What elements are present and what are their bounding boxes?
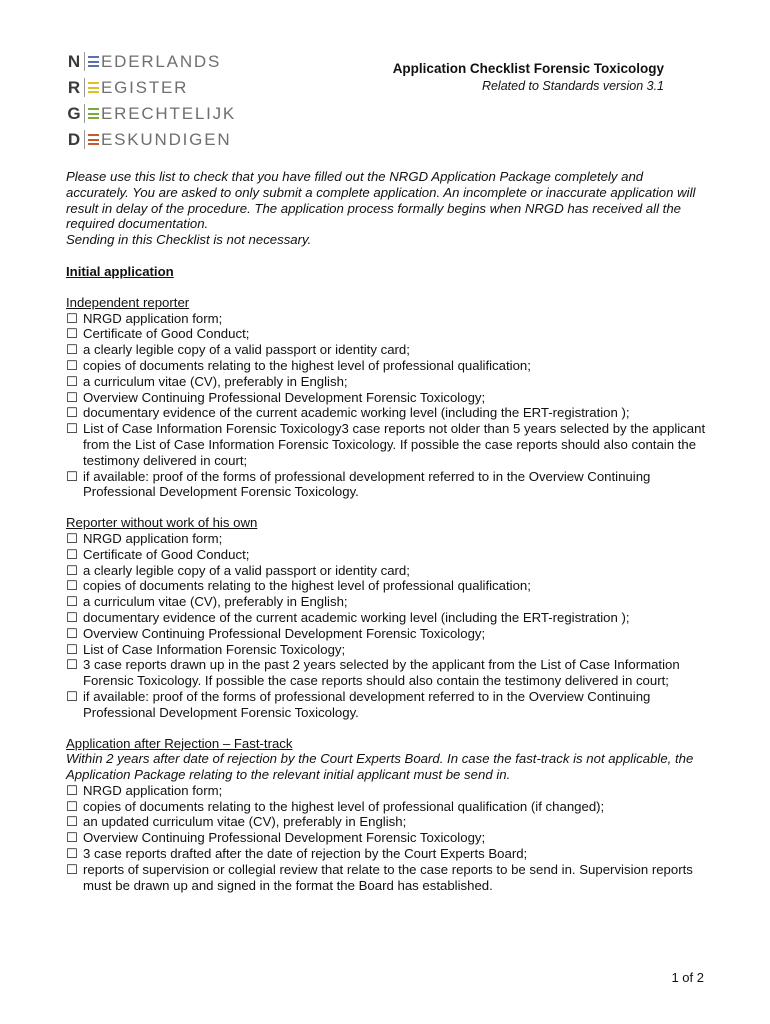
checklist-item-text: List of Case Information Forensic Toxicology;: [83, 641, 346, 657]
checkbox-icon[interactable]: ☐: [66, 562, 78, 578]
document-title: Application Checklist Forensic Toxicology: [392, 61, 664, 76]
group-title: Independent reporter: [66, 294, 190, 310]
checkbox-icon[interactable]: ☐: [66, 421, 78, 437]
logo-bars-icon: [88, 134, 99, 145]
checkbox-icon[interactable]: ☐: [66, 625, 78, 641]
group-note: Within 2 years after date of rejection by the Court Experts Board. In case the fast-track is not applicable, the Application Package relating to the relevant initial applicant must be send in.: [66, 751, 694, 783]
checklist-item: [66, 846, 706, 862]
document-body: [66, 169, 706, 893]
checklist-item: [66, 862, 706, 894]
checkbox-icon[interactable]: ☐: [66, 389, 78, 405]
checklist-item-text: 3 case reports drawn up in the past 2 years selected by the applicant from the List of Case Information Forensic Toxicology. If possible the case reports should also contain the testimony delivered in court;: [83, 657, 680, 689]
logo-bars-icon: [88, 108, 99, 119]
checklist-item-text: reports of supervision or collegial review that relate to the case reports to be send in. Supervision reports must be drawn up and signed in the format the Board has established.: [83, 861, 693, 893]
checkbox-icon[interactable]: ☐: [66, 357, 78, 373]
intro-text: Please use this list to check that you have filled out the NRGD Application Package completely and accurately. You are asked to only submit a complete application. An incomplete or inaccurate application will result in delay of the procedure. The application process formally begins when NRGD has received all the required documentation.: [66, 169, 696, 232]
logo-row: [67, 128, 236, 151]
logo-initial: R: [67, 77, 81, 97]
checklist-item: [66, 610, 706, 626]
checklist-item-text: Certificate of Good Conduct;: [83, 326, 250, 342]
checklist-item-text: if available: proof of the forms of professional development referred to in the Overview Continuing Professional Development Forensic Toxicology.: [83, 688, 651, 720]
checkbox-icon[interactable]: ☐: [66, 530, 78, 546]
checklist-item-text: Certificate of Good Conduct;: [83, 546, 250, 562]
checklist-item-text: List of Case Information Forensic Toxicology3 case reports not older than 5 years selected by the applicant from the List of Case Information Forensic Toxicology. If possible the case reports should also contain the testimony delivered in court;: [83, 421, 706, 468]
checklist-item-text: copies of documents relating to the highest level of professional qualification;: [83, 357, 531, 373]
checkbox-icon[interactable]: ☐: [66, 814, 78, 830]
logo-word: EDERLANDS: [101, 51, 222, 71]
checklist-item-text: Overview Continuing Professional Development Forensic Toxicology;: [83, 625, 486, 641]
checklist-item: [66, 469, 706, 501]
checklist-item-text: Overview Continuing Professional Development Forensic Toxicology;: [83, 389, 486, 405]
logo-initial: N: [67, 51, 81, 71]
checklist-item: [66, 563, 706, 579]
logo-divider: [84, 130, 85, 149]
checklist-item: [66, 578, 706, 594]
checkbox-icon[interactable]: ☐: [66, 641, 78, 657]
checklist-item-text: an updated curriculum vitae (CV), preferably in English;: [83, 814, 407, 830]
checklist-item: [66, 358, 706, 374]
checklist-item: [66, 374, 706, 390]
checkbox-icon[interactable]: ☐: [66, 405, 78, 421]
checklist-item-text: 3 case reports drafted after the date of rejection by the Court Experts Board;: [83, 846, 528, 862]
logo-word: ESKUNDIGEN: [101, 129, 232, 149]
checklist-item-text: NRGD application form;: [83, 782, 223, 798]
logo-word: ERECHTELIJK: [101, 103, 237, 123]
group-title: Reporter without work of his own: [66, 515, 258, 531]
checklist-item: [66, 783, 706, 799]
checklist-item-text: a clearly legible copy of a valid passport or identity card;: [83, 342, 410, 358]
checklist-item-text: NRGD application form;: [83, 530, 223, 546]
checkbox-icon[interactable]: ☐: [66, 310, 78, 326]
logo-row: [67, 50, 236, 73]
checklist-item: [66, 657, 706, 689]
group-title: Application after Rejection – Fast-track: [66, 735, 293, 751]
checklist-item: [66, 814, 706, 830]
checkbox-icon[interactable]: ☐: [66, 326, 78, 342]
logo-initial: D: [67, 129, 81, 149]
checklist-item: [66, 326, 706, 342]
checklist-item-text: copies of documents relating to the highest level of professional qualification;: [83, 578, 531, 594]
checkbox-icon[interactable]: ☐: [66, 830, 78, 846]
logo-row: [67, 102, 236, 125]
logo-divider: [84, 104, 85, 123]
checklist-item: [66, 547, 706, 563]
checklist-groups: [66, 295, 706, 894]
checkbox-icon[interactable]: ☐: [66, 342, 78, 358]
checklist-item-text: Overview Continuing Professional Development Forensic Toxicology;: [83, 830, 486, 846]
intro-note: Sending in this Checklist is not necessary.: [66, 232, 312, 248]
checkbox-icon[interactable]: ☐: [66, 861, 78, 877]
checklist-item: [66, 626, 706, 642]
checklist-item: [66, 830, 706, 846]
checkbox-icon[interactable]: ☐: [66, 578, 78, 594]
checklist-item-text: documentary evidence of the current academic working level (including the ERT-registration );: [83, 405, 630, 421]
checkbox-icon[interactable]: ☐: [66, 657, 78, 673]
document-header: [393, 61, 664, 93]
checklist-item-text: NRGD application form;: [83, 310, 223, 326]
section-title: Initial application: [66, 263, 174, 279]
checkbox-icon[interactable]: ☐: [66, 373, 78, 389]
checklist-item: [66, 799, 706, 815]
checklist-item: [66, 390, 706, 406]
checkbox-icon[interactable]: ☐: [66, 798, 78, 814]
checklist-item-text: if available: proof of the forms of professional development referred to in the Overview Continuing Professional Development Forensic Toxicology.: [83, 468, 651, 500]
logo-bars-icon: [88, 82, 99, 93]
checkbox-icon[interactable]: ☐: [66, 846, 78, 862]
logo-initial: G: [67, 103, 81, 123]
checklist-item: [66, 594, 706, 610]
checklist-item: [66, 311, 706, 327]
checklist-item: [66, 342, 706, 358]
logo-word: EGISTER: [101, 77, 189, 97]
checkbox-icon[interactable]: ☐: [66, 609, 78, 625]
nrgd-logo: [67, 50, 236, 154]
document-subtitle: Related to Standards version 3.1: [481, 79, 664, 93]
logo-divider: [84, 78, 85, 97]
checkbox-icon[interactable]: ☐: [66, 688, 78, 704]
checkbox-icon[interactable]: ☐: [66, 782, 78, 798]
checklist-item-text: copies of documents relating to the highest level of professional qualification (if changed);: [83, 798, 605, 814]
checklist-item: [66, 642, 706, 658]
checklist-item: [66, 421, 706, 468]
checklist-item: [66, 531, 706, 547]
logo-row: [67, 76, 236, 99]
intro-paragraph: [66, 169, 706, 248]
checklist-item: [66, 689, 706, 721]
checklist-item-text: a curriculum vitae (CV), preferably in English;: [83, 373, 348, 389]
checkbox-icon[interactable]: ☐: [66, 546, 78, 562]
logo-bars-icon: [88, 56, 99, 67]
checklist-item-text: documentary evidence of the current academic working level (including the ERT-registration );: [83, 609, 630, 625]
logo-divider: [84, 52, 85, 71]
checkbox-icon[interactable]: ☐: [66, 594, 78, 610]
page-number: 1 of 2: [671, 970, 704, 985]
checklist-item-text: a clearly legible copy of a valid passport or identity card;: [83, 562, 410, 578]
checkbox-icon[interactable]: ☐: [66, 468, 78, 484]
checklist-item: [66, 405, 706, 421]
checklist-item-text: a curriculum vitae (CV), preferably in English;: [83, 594, 348, 610]
